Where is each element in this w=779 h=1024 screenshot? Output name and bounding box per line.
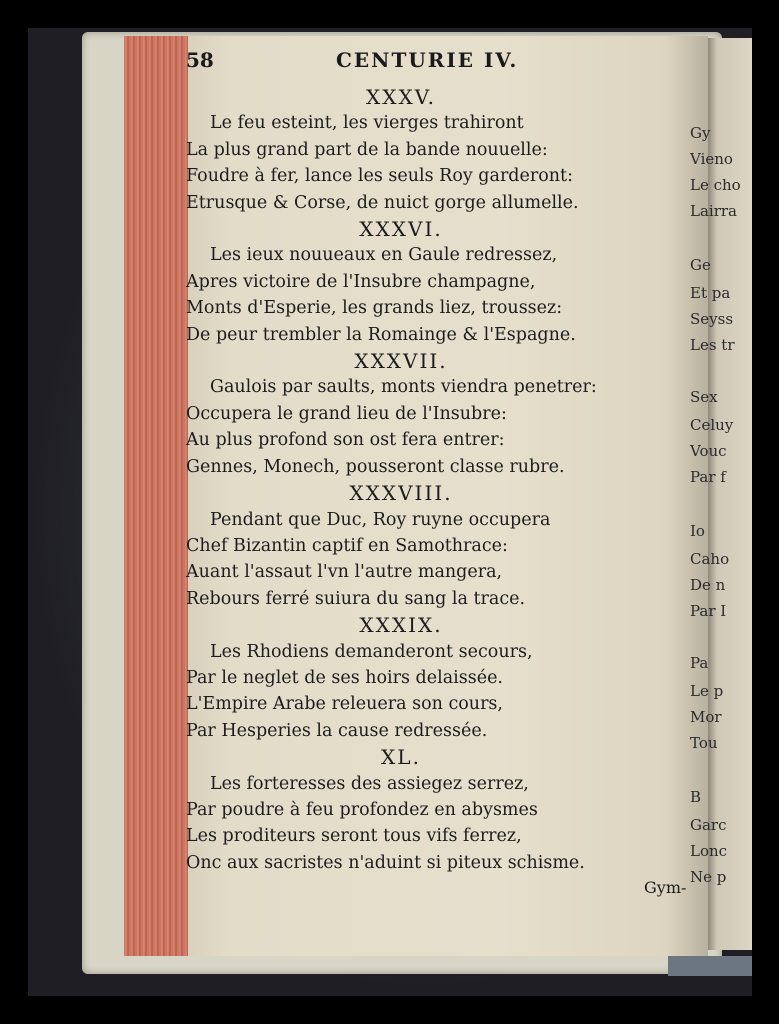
fragment: Par f: [690, 468, 726, 486]
verse-line: Gaulois par saults, monts viendra penetrer:: [210, 377, 597, 398]
quatrain: [186, 612, 686, 744]
fragment: Vouc: [690, 442, 727, 460]
page-number: 58: [186, 48, 214, 72]
quatrain-number: XXXVI.: [359, 217, 443, 242]
verse-line: Les forteresses des assiegez serrez,: [210, 773, 529, 794]
fragment: Le cho: [690, 176, 741, 194]
quatrain-number: XXXVIII.: [349, 481, 453, 506]
verse-line: Pendant que Duc, Roy ruyne occupera: [210, 509, 551, 530]
red-page-edges: [124, 36, 190, 956]
verse-line: Onc aux sacristes n'aduint si piteux schisme.: [186, 852, 585, 873]
fragment: Le p: [690, 682, 724, 700]
quatrain-number: XXXIX.: [359, 613, 443, 638]
verse-line: Gennes, Monech, pousseront classe rubre.: [186, 456, 565, 477]
fragment: Celuy: [690, 416, 734, 434]
fragment: Vieno: [690, 150, 733, 168]
verse-line: La plus grand part de la bande nouuelle:: [186, 139, 548, 160]
verse-line: Occupera le grand lieu de l'Insubre:: [186, 403, 507, 424]
fragment: Sex: [690, 388, 718, 406]
fragment: Garc: [690, 816, 727, 834]
quatrain-number: XXXVII.: [354, 349, 448, 374]
fragment: Seyss: [690, 310, 734, 328]
fragment: Gy: [690, 124, 711, 142]
verse-line: Par poudre à feu profondez en abysmes: [186, 799, 538, 820]
fragment: De n: [690, 576, 726, 594]
verse-line: Monts d'Esperie, les grands liez, troussez:: [186, 298, 563, 319]
verse-line: Chef Bizantin captif en Samothrace:: [186, 535, 508, 556]
page-header: [186, 48, 566, 78]
quatrain: [186, 348, 686, 480]
quatrain-text: [186, 84, 686, 876]
verse-line: Auant l'assaut l'vn l'autre mangera,: [186, 562, 503, 583]
verse-line: Rebours ferré suiura du sang la trace.: [186, 588, 526, 609]
verse-line: L'Empire Arabe releuera son cours,: [186, 694, 503, 715]
fragment: Ge: [690, 256, 711, 274]
quatrain: [186, 480, 686, 612]
quatrain: [186, 216, 686, 348]
verse-line: Au plus profond son ost fera entrer:: [186, 430, 505, 451]
catchword: Gym-: [644, 878, 687, 897]
verse-line: Par Hesperies la cause redressée.: [186, 720, 488, 741]
running-title: CENTURIE IV.: [336, 48, 519, 72]
fragment: B: [690, 788, 702, 806]
verse-line: De peur trembler la Romainge & l'Espagne.: [186, 324, 576, 345]
fragment: Ne p: [690, 868, 727, 886]
fragment: Lairra: [690, 202, 737, 220]
fragment: Pa: [690, 654, 709, 672]
quatrain-number: XXXV.: [365, 85, 437, 109]
fragment: Io: [690, 522, 705, 540]
verse-line: Par le neglet de ses hoirs delaissée.: [186, 667, 503, 688]
fragment: Et pa: [690, 284, 731, 302]
verse-line: Etrusque & Corse, de nuict gorge allumelle.: [186, 192, 579, 213]
fragment: Les tr: [690, 336, 735, 354]
bottom-strip: [668, 956, 752, 976]
verse-line: Apres victoire de l'Insubre champagne,: [186, 271, 536, 292]
fragment: Lonc: [690, 842, 728, 860]
verse-line: Foudre à fer, lance les seuls Roy garderont:: [186, 166, 573, 187]
verse-line: Le feu esteint, les vierges trahiront: [210, 113, 524, 134]
quatrain-number: XL.: [381, 745, 421, 770]
verse-line: Les ieux nouueaux en Gaule redressez,: [210, 245, 558, 266]
fragment: Mor: [690, 708, 722, 726]
fragment: Par I: [690, 602, 727, 620]
fragment: Caho: [690, 550, 730, 568]
verse-line: Les proditeurs seront tous vifs ferrez,: [186, 826, 522, 847]
fragment: Tou: [690, 734, 718, 752]
quatrain: [186, 84, 686, 216]
verse-line: Les Rhodiens demanderont secours,: [210, 641, 533, 662]
quatrain: [186, 744, 686, 876]
